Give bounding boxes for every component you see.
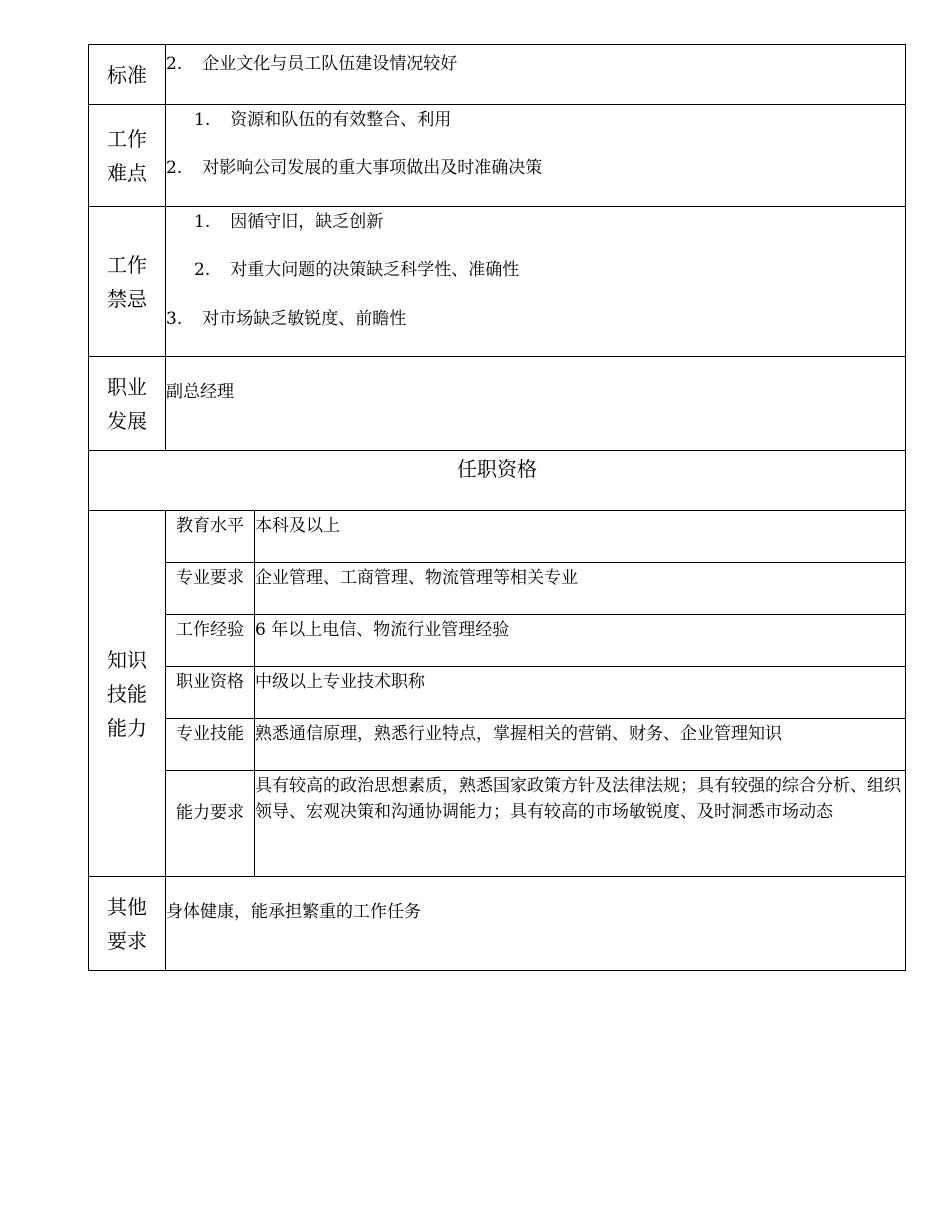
job-description-table xyxy=(88,44,906,971)
section-title: 任职资格 xyxy=(89,451,906,511)
taboos-content xyxy=(166,207,906,357)
row-taboos xyxy=(89,207,906,357)
field-label: 专业技能 xyxy=(166,719,255,771)
row-career xyxy=(89,357,906,451)
list-item: 1. 因循守旧，缺乏创新 xyxy=(194,212,384,232)
career-content: 副总经理 xyxy=(166,357,906,451)
list-item: 2. 对影响公司发展的重大事项做出及时准确决策 xyxy=(166,158,543,179)
field-value: 企业管理、工商管理、物流管理等相关专业 xyxy=(255,563,906,615)
qual-row xyxy=(89,719,906,771)
qual-row xyxy=(89,667,906,719)
row-other xyxy=(89,877,906,971)
label-taboos: 工作 禁忌 xyxy=(89,207,166,357)
field-label: 能力要求 xyxy=(166,771,255,877)
field-label: 教育水平 xyxy=(166,511,255,563)
standard-content xyxy=(166,45,906,105)
field-value: 中级以上专业技术职称 xyxy=(255,667,906,719)
label-difficulties: 工作 难点 xyxy=(89,105,166,207)
list-item: 1. 资源和队伍的有效整合、利用 xyxy=(194,110,452,130)
label-career: 职业 发展 xyxy=(89,357,166,451)
field-value: 具有较高的政治思想素质，熟悉国家政策方针及法律法规；具有较强的综合分析、组织领导、宏观决策和沟通协调能力；具有较高的市场敏锐度、及时洞悉市场动态 xyxy=(255,771,906,877)
label-other: 其他 要求 xyxy=(89,877,166,971)
row-qualifications-title xyxy=(89,451,906,511)
label-knowledge-skills: 知识 技能 能力 xyxy=(89,511,166,877)
row-standard xyxy=(89,45,906,105)
label-standard: 标准 xyxy=(89,45,166,105)
qual-row xyxy=(89,511,906,563)
field-label: 职业资格 xyxy=(166,667,255,719)
other-content: 身体健康，能承担繁重的工作任务 xyxy=(166,877,906,971)
row-difficulties xyxy=(89,105,906,207)
list-item: 2. 企业文化与员工队伍建设情况较好 xyxy=(166,54,458,74)
list-item: 3. 对市场缺乏敏锐度、前瞻性 xyxy=(166,308,407,329)
qual-row xyxy=(89,771,906,877)
field-value: 本科及以上 xyxy=(255,511,906,563)
field-label: 工作经验 xyxy=(166,615,255,667)
list-item: 2. 对重大问题的决策缺乏科学性、准确性 xyxy=(194,260,520,281)
difficulties-content xyxy=(166,105,906,207)
field-label: 专业要求 xyxy=(166,563,255,615)
field-value: 6 年以上电信、物流行业管理经验 xyxy=(255,615,906,667)
qual-row xyxy=(89,563,906,615)
qual-row xyxy=(89,615,906,667)
field-value: 熟悉通信原理，熟悉行业特点，掌握相关的营销、财务、企业管理知识 xyxy=(255,719,906,771)
